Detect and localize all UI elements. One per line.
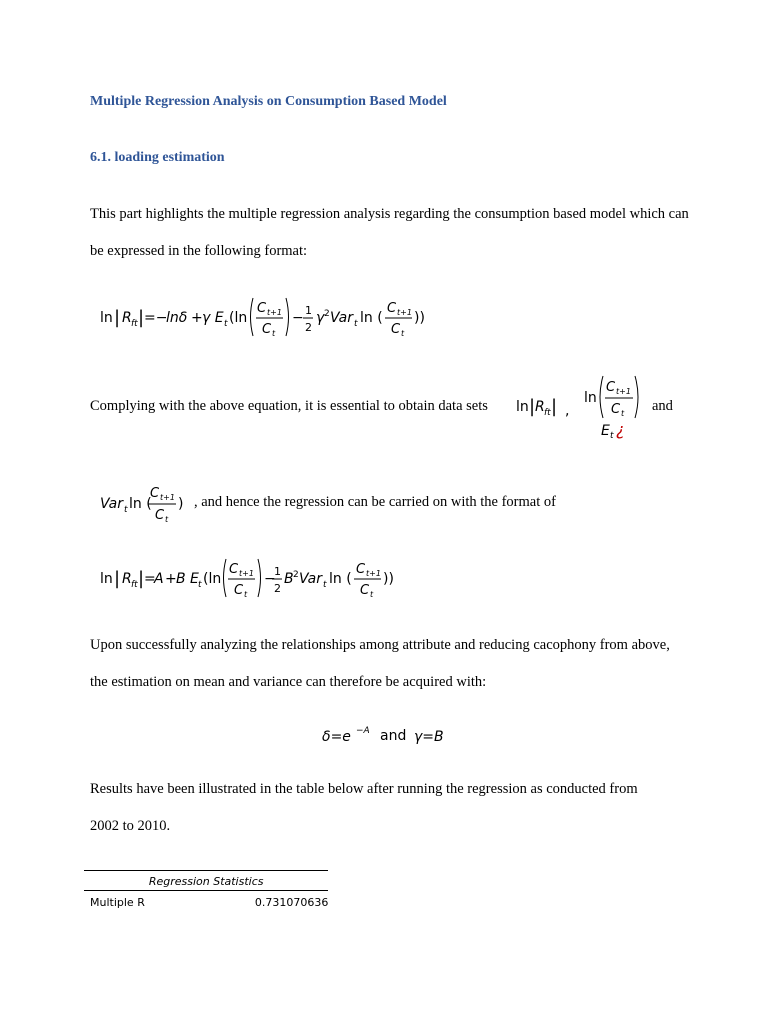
svg-text:ln: ln xyxy=(584,390,597,406)
svg-text:|: | xyxy=(114,307,121,328)
svg-text:=: = xyxy=(144,571,156,587)
delta-exponent: −A xyxy=(356,726,370,736)
svg-text:+: + xyxy=(191,310,203,326)
svg-text:t: t xyxy=(323,580,327,590)
svg-text:t+1: t+1 xyxy=(397,308,412,317)
svg-text:R: R xyxy=(122,310,132,326)
svg-text:2: 2 xyxy=(274,582,281,595)
svg-text:t: t xyxy=(610,431,614,441)
equation-ln-rft xyxy=(516,394,572,429)
equation-et-ratio xyxy=(584,372,644,447)
svg-text:|: | xyxy=(551,396,558,417)
gamma-equation: γ=B xyxy=(414,729,444,745)
svg-text:C: C xyxy=(257,301,267,316)
svg-text:t: t xyxy=(198,580,202,590)
section-heading: 6.1. loading estimation xyxy=(90,150,225,165)
upon-paragraph: Upon successfully analyzing the relationships among attribute and reducing cacophony from above, the estimation on mean and variance can therefore be acquired with: xyxy=(90,637,670,690)
svg-text:R: R xyxy=(122,571,132,587)
svg-text:t: t xyxy=(370,590,374,599)
svg-text:B: B xyxy=(284,571,294,587)
svg-text:C: C xyxy=(155,508,165,523)
svg-text:|: | xyxy=(138,568,145,589)
svg-text:ft: ft xyxy=(131,580,138,590)
svg-text:C: C xyxy=(606,380,616,395)
svg-text:2: 2 xyxy=(324,309,330,319)
svg-text:C: C xyxy=(150,486,160,501)
svg-text:ln: ln xyxy=(100,310,113,326)
svg-text:|: | xyxy=(114,568,121,589)
svg-text:B E: B E xyxy=(176,571,199,587)
svg-text:t: t xyxy=(621,409,625,418)
intro-paragraph: This part highlights the multiple regression analysis regarding the consumption based model which can be expressed in the following format: xyxy=(90,206,689,259)
svg-text:t: t xyxy=(165,515,169,524)
svg-text:t: t xyxy=(354,319,358,329)
svg-text:ln (: ln ( xyxy=(360,310,383,326)
svg-text:C: C xyxy=(229,562,239,577)
svg-text:(ln: (ln xyxy=(229,310,248,326)
svg-text:=−: =− xyxy=(144,310,168,326)
svg-text:ln: ln xyxy=(516,399,529,415)
regression-text: , and hence the regression can be carried on with the format of xyxy=(194,494,556,510)
svg-text:|: | xyxy=(138,307,145,328)
svg-text:t+1: t+1 xyxy=(267,308,282,317)
svg-text:t+1: t+1 xyxy=(239,569,254,578)
svg-text:t+1: t+1 xyxy=(160,493,175,502)
equation-estimates xyxy=(322,722,452,753)
and-word: and xyxy=(652,398,673,414)
results-paragraph: Results have been illustrated in the table below after running the regression as conducted from 2002 to 2010. xyxy=(90,781,638,834)
row-label: Multiple R xyxy=(90,896,145,909)
svg-text:C: C xyxy=(360,583,370,598)
and-word-2: and xyxy=(380,728,407,744)
svg-text:C: C xyxy=(387,301,397,316)
svg-text:C: C xyxy=(611,402,621,417)
table-row xyxy=(84,891,328,910)
svg-text:C: C xyxy=(391,322,401,337)
svg-text:ln (: ln ( xyxy=(129,496,152,512)
svg-text:¿: ¿ xyxy=(616,420,625,439)
delta-equation: δ=e xyxy=(322,729,351,745)
svg-text:,: , xyxy=(565,403,570,419)
svg-text:γ E: γ E xyxy=(202,310,224,326)
svg-text:C: C xyxy=(262,322,272,337)
svg-text:t: t xyxy=(224,319,228,329)
svg-text:t: t xyxy=(244,590,248,599)
svg-text:Var: Var xyxy=(100,496,124,512)
svg-text:Var: Var xyxy=(299,571,323,587)
svg-text:C: C xyxy=(234,583,244,598)
table-header: Regression Statistics xyxy=(84,871,328,891)
svg-text:): ) xyxy=(178,496,184,512)
svg-text:Var: Var xyxy=(330,310,354,326)
svg-text:R: R xyxy=(535,399,545,415)
svg-text:+: + xyxy=(165,571,177,587)
svg-text:t: t xyxy=(124,505,128,515)
svg-text:ft: ft xyxy=(131,319,138,329)
equation-var xyxy=(100,480,190,531)
complying-text: Complying with the above equation, it is essential to obtain data sets xyxy=(90,398,488,414)
svg-text:t: t xyxy=(272,329,276,338)
svg-text:t: t xyxy=(401,329,405,338)
svg-text:t+1: t+1 xyxy=(366,569,381,578)
svg-text:lnδ: lnδ xyxy=(166,310,188,326)
regression-statistics-table xyxy=(84,870,328,909)
svg-text:ln (: ln ( xyxy=(329,571,352,587)
svg-text:(ln: (ln xyxy=(203,571,222,587)
svg-text:ln: ln xyxy=(100,571,113,587)
svg-text:1: 1 xyxy=(274,565,281,578)
svg-text:E: E xyxy=(601,423,610,439)
svg-text:)): )) xyxy=(383,571,394,587)
svg-text:2: 2 xyxy=(293,570,299,580)
svg-text:C: C xyxy=(356,562,366,577)
document-title: Multiple Regression Analysis on Consumption Based Model xyxy=(90,94,447,109)
svg-text:A: A xyxy=(154,571,164,587)
svg-text:ft: ft xyxy=(544,408,551,418)
row-value: 0.731070636 xyxy=(254,896,329,909)
svg-text:|: | xyxy=(529,396,536,417)
svg-text:γ: γ xyxy=(316,310,325,326)
equation-model xyxy=(100,292,425,347)
svg-text:−: − xyxy=(292,310,304,326)
svg-text:2: 2 xyxy=(305,321,312,334)
equation-regression xyxy=(100,555,400,610)
svg-text:1: 1 xyxy=(305,304,312,317)
svg-text:)): )) xyxy=(414,310,425,326)
svg-text:−: − xyxy=(264,571,276,587)
svg-text:t+1: t+1 xyxy=(616,387,631,396)
